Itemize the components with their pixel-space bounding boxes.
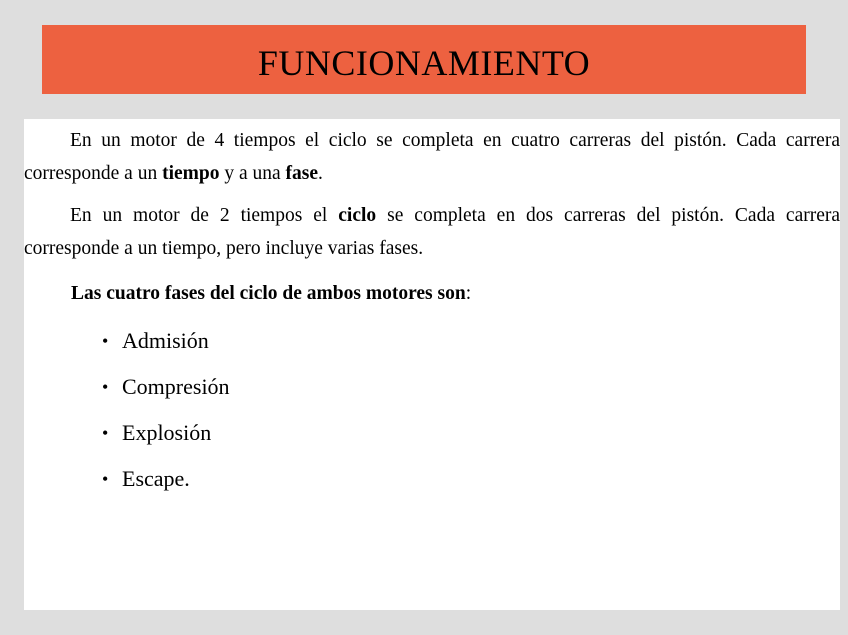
slide-title: FUNCIONAMIENTO: [257, 42, 591, 83]
paragraph-four-stroke: [24, 124, 840, 190]
paragraph-text: En un motor de 2 tiempos el: [70, 205, 339, 226]
list-item-label: Admisión: [122, 328, 209, 353]
bullet-icon: •: [102, 331, 109, 351]
paragraph-text: .: [318, 163, 323, 184]
list-item-admision: [102, 318, 230, 364]
bold-term-tiempo: tiempo: [162, 163, 220, 184]
paragraph-text: se completa en dos carreras del pistón. Cada carrera corresponde a un tiempo, pero incluye varias fases.: [24, 205, 841, 259]
bullet-icon: •: [102, 469, 109, 489]
bold-term-ciclo: ciclo: [338, 205, 377, 226]
paragraph-text: y a una: [219, 163, 286, 184]
bullet-icon: •: [102, 423, 109, 443]
title-bar: [42, 25, 806, 94]
list-item-label: Explosión: [122, 420, 212, 445]
content-area: [24, 119, 840, 610]
phases-list: [102, 318, 230, 502]
list-item-explosion: [102, 410, 230, 456]
bullet-icon: •: [102, 377, 109, 397]
paragraph-phases-intro: [24, 277, 840, 310]
list-item-compresion: [102, 364, 230, 410]
list-item-escape: [102, 456, 230, 502]
paragraph-text: :: [465, 283, 472, 304]
paragraph-text: En un motor de 4 tiempos el ciclo se completa en cuatro carreras del pistón. Cada carrera corresponde a un: [24, 130, 840, 184]
list-item-label: Escape.: [122, 466, 190, 491]
list-item-label: Compresión: [122, 374, 230, 399]
bold-phases-heading: Las cuatro fases del ciclo de ambos motores son: [71, 283, 466, 304]
paragraph-two-stroke: [24, 199, 840, 265]
bold-term-fase: fase: [285, 163, 319, 184]
